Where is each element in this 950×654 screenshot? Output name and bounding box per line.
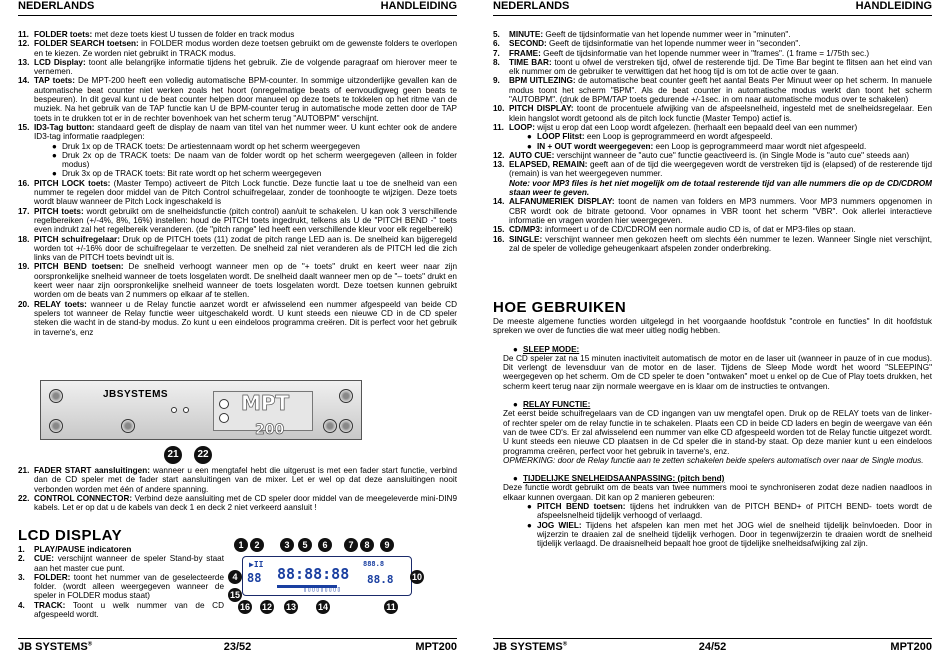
bullet-text: Druk 2x op de TRACK toets: De naam van de folder wordt op het scherm weergegeven (alleen in folder modus) xyxy=(62,150,457,170)
lcd-screen xyxy=(242,556,412,596)
item-label: ELAPSED, REMAIN: xyxy=(509,160,588,170)
item-text: De MPT-200 heeft een volledig automatische BPM-counter. In sommige uitzonderlijke gevallen kan de automatische beat counter niet werken zoals het hoort (onregelmatige beats of eenvoudigweg geen beats te bespeuren). In dit geval kunt u de beat counter helpen door manueel op deze toets te tokkelen op het ritme van de muziek. Na het gebruik van de TAP functie kan U de BPM-counter terug in automatische mode zetten door de TAP toets in te drukken tot er in de rechter bovenhoek van het scherm terug "AUTOBPM" verschijnt. xyxy=(34,76,457,123)
rack-screw xyxy=(49,389,63,403)
left-body-top xyxy=(18,30,457,337)
numbered-item xyxy=(18,554,224,573)
rack-screw xyxy=(121,419,135,433)
numbered-item xyxy=(18,207,457,235)
sleep-mode-heading: ● SLEEP MODE: xyxy=(513,344,580,354)
item-label: PITCH toets: xyxy=(34,206,84,216)
item-text: standaard geeft de display de naam van titel van het nummer weer. U kunt echter ook de andere ID3-tag informatie raadplegen: xyxy=(34,122,457,142)
item-label: CD/MP3: xyxy=(509,225,543,235)
numbered-item xyxy=(493,104,932,123)
item-number: 16. xyxy=(18,178,30,188)
item-text: Geeft de tijdsinformatie van het lopende nummer weer in "minuten". xyxy=(543,30,791,39)
numbered-item xyxy=(18,601,224,620)
item-number: 5. xyxy=(493,30,500,39)
rack-screw xyxy=(339,389,353,403)
item-label: AUTO CUE: xyxy=(509,150,555,160)
sleep-mode-text: De CD speler zat na 15 minuten inactiviteit automatisch de motor en de laser uit (wanneer in pauze of in cue modus). Dit verlengt de levensduur van de motor en de laser. Tijdens de Sleep Mode wordt het woord "SLEEPING" weergegeven op het scherm. Om de CD speler te doen "ontwaken" moet u enkel op de Cue of Play toets drukken, het scherm keert terug naar zijn normale weergave en is klaar om de instructies te ontvangen. xyxy=(503,353,932,391)
page-footer xyxy=(493,638,932,654)
callout-21: 21 xyxy=(164,446,182,464)
item-text: de automatische beat counter geeft het aantal Beats Per Minuut weer op het scherm. In manuele modus toont het scherm "BPM". Als de beat counter in automatische modus werkt dan toont het scherm "AUTOBPM". (druk de BPM/TAP toets gedurende +/-1sec. in om naar automatische modus over te schakelen) xyxy=(509,76,932,105)
item-label: TIME BAR: xyxy=(509,57,552,67)
bullet-label: LOOP Flitst: xyxy=(537,132,585,142)
bullet-item xyxy=(493,502,932,521)
item-label: LOOP: xyxy=(509,122,535,132)
item-text: verschijnt wanneer de "auto cue" functie geactiveerd is. (in Single Mode is "auto cue" steeds aan) xyxy=(554,150,910,160)
item-number: 15. xyxy=(493,225,505,235)
relay-heading: ● RELAY FUNCTIE: xyxy=(513,400,591,410)
control-connector xyxy=(219,413,229,423)
lcd-callout: 14 xyxy=(317,602,328,612)
numbered-item xyxy=(18,58,457,77)
numbered-item xyxy=(18,300,457,337)
bullet-item xyxy=(493,142,932,151)
intro-paragraph: De meeste algemene functies worden uitgelegd in het voorgaande hoofdstuk "controle en functies" In dit hoofdstuk spreken we over de functies die wat meer uitleg nodig hebben. xyxy=(493,317,932,336)
model-logo: MPT 200 xyxy=(241,391,290,438)
item-number: 7. xyxy=(493,48,500,58)
item-number: 22. xyxy=(18,493,30,503)
lcd-callout: 13 xyxy=(285,602,296,612)
lcd-time-digits: 88:88:88 xyxy=(277,565,350,583)
item-label: SINGLE: xyxy=(509,234,543,244)
page-footer xyxy=(18,638,457,654)
item-text: Druk op de PITCH toets (11) zodat de pitch range LED aan is. De snelheid kan bijgeregeld worden tot +/-16% door de schuifregelaar te verzetten. De snelheid zal niet veranderen als de PITCH led die zich links van de PITCH toets bevindt uit is. xyxy=(34,234,457,263)
numbered-item xyxy=(18,30,457,39)
numbered-item xyxy=(18,235,457,263)
lcd-callout: 10 xyxy=(411,572,422,582)
item-label: FADER START aansluitingen: xyxy=(34,466,150,475)
lcd-pitch-digits: 88.8 xyxy=(367,573,394,586)
item-number: 9. xyxy=(493,76,500,86)
lcd-alpha-display: ▯▯▯▯▯▯▯▯▯ xyxy=(303,585,341,593)
numbered-item xyxy=(18,262,457,299)
lcd-section-title: LCD DISPLAY xyxy=(18,527,123,544)
item-number: 8. xyxy=(493,57,500,67)
item-text: toont alle belangrijke informatie tijdens het gebruik. Zie de volgende paragraaf om hierover meer te vernemen. xyxy=(34,57,458,77)
item-number: 4. xyxy=(18,600,25,610)
rack-panel xyxy=(40,380,362,440)
item-number: 20. xyxy=(18,299,30,309)
lcd-callout: 9 xyxy=(380,538,394,552)
item-number: 14. xyxy=(18,76,30,86)
lcd-callout: 2 xyxy=(250,538,264,552)
item-number: 17. xyxy=(18,206,30,216)
lcd-callout: 1 xyxy=(234,538,248,552)
pitch-bend-heading: ● TIJDELIJKE SNELHEIDSAANPASSING: (pitch bend) xyxy=(513,474,725,484)
bullet-icon: ● xyxy=(52,150,57,160)
item-number: 12. xyxy=(493,150,505,160)
item-label: ALFANUMERIEK DISPLAY: xyxy=(509,197,615,207)
numbered-item xyxy=(18,39,457,58)
lcd-callout: 11 xyxy=(384,600,398,614)
numbered-item xyxy=(493,30,932,39)
lcd-callout: 15 xyxy=(229,590,240,600)
left-body-mid xyxy=(18,466,457,512)
rack-screw xyxy=(49,419,63,433)
right-body-bottom xyxy=(493,317,932,549)
numbered-item xyxy=(493,197,932,225)
numbered-item xyxy=(18,466,457,494)
item-label: RELAY toets: xyxy=(34,299,87,309)
bullet-text: Druk 3x op de TRACK toets: Bit rate wordt op het scherm weergegeven xyxy=(62,169,322,179)
bullet-item xyxy=(18,142,457,151)
lcd-items xyxy=(18,545,224,619)
item-text: met deze toets kiest U tussen de folder en track modus xyxy=(92,30,295,39)
numbered-item xyxy=(18,76,457,122)
numbered-item xyxy=(18,123,457,142)
item-label: PITCH DISPLAY: xyxy=(509,104,574,114)
item-text: wijst u erop dat een Loop wordt afgelezen. (herhaalt een bepaald deel van een nummer) xyxy=(534,122,858,132)
item-number: 13. xyxy=(493,160,505,170)
lcd-callout: 7 xyxy=(344,538,358,552)
footer-brand: JB SYSTEMS® xyxy=(18,641,93,653)
item-text: wordt gebruikt om de snelheidsfunctie (pitch control) aan/uit te schakelen. U kan ook 3 verschillende regelbereiken (+/-4%, 8%, 16%) instellen: houd de PITCH toets ingedrukt, telkens als U de "PITCH BEND -" toets even indrukt zal het regelbereik veranderen. (de "pitch range" led heeft een verschillende kleur voor elk regelbereik) xyxy=(34,206,458,235)
item-label: CUE: xyxy=(34,554,55,564)
item-number: 21. xyxy=(18,466,30,475)
bullet-item xyxy=(493,521,932,549)
bullet-icon: ● xyxy=(527,502,532,512)
item-text: toont de procentuele afwijking van de afspeelsnelheid, ingesteld met de snelheidsregelaar. Een klein hangslot wordt getoond als de pitch lock functie (Master Tempo) actief is. xyxy=(509,104,933,123)
bullet-text: Druk 1x op de TRACK toets: De artiestennaam wordt op het scherm weergegeven xyxy=(62,141,360,151)
item-number: 14. xyxy=(493,197,505,207)
right-body-top xyxy=(493,30,932,253)
lcd-callout: 16 xyxy=(239,602,250,612)
item-number: 16. xyxy=(493,234,505,244)
item-text: verschijnt wanneer de speler Stand-by staat aan het master cue punt. xyxy=(34,554,224,573)
item-text: in FOLDER modus worden deze toetsen gebruikt om de gewenste folders te overlopen en te kiezen. Ze worden niet gebruikt in TRACK modus. xyxy=(34,39,457,58)
item-number: 6. xyxy=(493,39,500,49)
item-label: ID3-Tag button: xyxy=(34,122,95,132)
numbered-item xyxy=(493,160,932,179)
lcd-illustration xyxy=(229,540,422,614)
item-text: Verbind deze aansluiting met de CD speler door middel van de meegeleverde mini-DIN9 kabels. Let er op dat u de kabels van deck 1 en deck 2 niet verkeerd aansluit ! xyxy=(34,493,457,513)
control-connector xyxy=(219,399,229,409)
item-label: TAP toets: xyxy=(34,76,75,86)
numbered-item xyxy=(493,39,932,48)
bullet-icon: ● xyxy=(52,169,57,179)
lcd-callout: 12 xyxy=(261,602,272,612)
lcd-play-indicator: ▶II xyxy=(249,560,264,569)
device-rear-panel xyxy=(40,380,362,464)
bullet-icon: ● xyxy=(527,520,532,530)
header-title: HANDLEIDING xyxy=(855,0,932,12)
relay-text: Zet eerst beide schuifregelaars van de CD ingangen van uw mengtafel open. Druk op de RELAY toets van de linker- of rechter speler om de relay functie in te schakelen. Plaats een CD in beide CD laders en begin de weergave van één van de twee CD's. Er zal afwisselend een nummer van elke CD afgespeeld worden tot de Relay functie uitgezet wordt. U kunt steeds een nieuwe CD plaatsen in de Cd speler die in stand-by staat. Op deze manier kunt u een eindeloos programma creëren, perfect voor het gebruik in taverne's, enz. xyxy=(503,409,932,456)
mp3-note: Note: voor MP3 files is het niet mogelijk om de totaal resterende tijd van alle nummers die op de CD/CDROM staan weer te geven. xyxy=(509,178,932,198)
pitch-bend-text: Deze functie wordt gebruikt om de beats van twee nummers mooi te synchroniseren zodat deze nadien naadloos in elkaar kunnen overgaan. Dit kan op 2 manieren gebeuren: xyxy=(503,483,932,502)
item-number: 1. xyxy=(18,545,25,554)
header-language: NEDERLANDS xyxy=(493,0,570,12)
page-header xyxy=(493,0,932,16)
item-number: 19. xyxy=(18,262,30,272)
item-label: CONTROL CONNECTOR: xyxy=(34,493,133,503)
item-label: PLAY/PAUSE indicatoren xyxy=(34,545,132,554)
item-label: TRACK: xyxy=(34,600,66,610)
bullet-text: tijdens het indrukken van de PITCH BEND+ of PITCH BEND- toets wordt de afspeelsnelheid tijdelijk verhoogd of verlaagd. xyxy=(537,502,932,521)
item-number: 13. xyxy=(18,57,30,67)
item-text: Toont u welk nummer van de CD afgespeeld wordt. xyxy=(34,600,224,620)
item-label: FOLDER toets: xyxy=(34,30,93,39)
lcd-track-digits: 88 xyxy=(247,571,262,585)
bullet-item xyxy=(18,151,457,170)
item-number: 2. xyxy=(18,554,25,564)
bullet-icon: ● xyxy=(52,141,57,151)
item-number: 3. xyxy=(18,572,25,582)
lcd-callout: 8 xyxy=(360,538,374,552)
rack-screw xyxy=(339,419,353,433)
item-number: 11. xyxy=(493,122,504,132)
numbered-item xyxy=(18,573,224,601)
page-right xyxy=(475,0,950,654)
item-number: 12. xyxy=(18,39,30,49)
item-label: LCD Display: xyxy=(34,57,86,67)
bullet-text: een Loop is geprogrammeerd en wordt afgespeeld. xyxy=(584,132,773,142)
item-text: wanneer u de Relay functie aanzet wordt er afwisselend een nummer afgespeeld van beide CD spelers tot wanneer de Relay functie weer uitgeschakeld wordt. U kunt steeds een nieuwe CD in de CD speler steken die wacht in de stand-by modus. Zo kunt u een eindeloos programma creëren. Dit is perfect voor het gebruik in taverne's, enz xyxy=(34,299,457,337)
item-text: toont de namen van folders en MP3 nummers. Voor MP3 nummers opgenomen in CBR wordt ook de bitrate getoond. Voor opnames in VBR toont het scherm "VBR". Ook allerlei interactieve informatie en vragen worden hier weergegeven. xyxy=(509,197,932,225)
footer-model: MPT200 xyxy=(890,641,932,653)
bullet-text: Tijdens het afspelen kan men met het JOG wiel de snelheid tijdelijk beïnvloeden. Door in wijzerzin te draaien zal de snelheid tijdelijk verhogen. Door in tegenwijzerzin te draaien wordt de snelheid tijdelijk verlaagd. De draaisnelheid bepaalt hoe groot de tijdelijke snelheidsafwijking zal zijn. xyxy=(537,520,932,549)
numbered-item xyxy=(493,76,932,104)
page-header xyxy=(18,0,457,16)
fader-start-jack xyxy=(171,407,177,413)
numbered-item xyxy=(493,235,932,254)
callout-22: 22 xyxy=(194,446,212,464)
numbered-item xyxy=(18,545,224,554)
bullet-text: een Loop is geprogrammeerd maar wordt niet afgespeeld. xyxy=(653,141,867,151)
rack-screw xyxy=(323,419,337,433)
lcd-bpm-digits: 888.8 xyxy=(363,560,385,568)
numbered-item xyxy=(18,494,457,513)
item-text: informeert u of de CD/CDROM een normale audio CD is, of dat er MP3-files op staan. xyxy=(542,225,856,235)
footer-page-number: 23/52 xyxy=(223,641,252,653)
relay-note: OPMERKING: door de Relay functie aan te zetten schakelen beide spelers automatisch over naar de Single modus. xyxy=(503,455,924,465)
lcd-callout: 6 xyxy=(318,538,332,552)
header-title: HANDLEIDING xyxy=(380,0,457,12)
bullet-icon: ● xyxy=(527,132,532,142)
lcd-callout: 4 xyxy=(228,570,242,584)
item-text: De snelheid verhoogt wanneer men op de "+ toets" drukt en keert weer naar zijn oorspronkelijke snelheid wanneer de toets losgelaten wordt. De snelheid daalt wanneer men op de "– toets" drukt en keert weer naar zijn oorspronkelijke snelheid wanneer de toets losgelaten wordt. Deze toetsen kunnen gebruikt worden om de beats van 2 nummers op elkaar af te stellen. xyxy=(34,262,457,300)
numbered-item xyxy=(493,58,932,77)
item-text: wanneer u een mengtafel hebt die uitgerust is met een fader start functie, verbind dan de CD speler met de fader start aansluitingen van de mixer. Let er wel op dat deze aansluitingen nooit verbonden worden met één of andere spanning. xyxy=(34,466,457,494)
footer-model: MPT200 xyxy=(415,641,457,653)
bullet-label: JOG WIEL: xyxy=(537,520,582,530)
item-label: SECOND: xyxy=(509,39,547,49)
item-label: MINUTE: xyxy=(509,30,544,39)
item-label: PITCH schuifregelaar: xyxy=(34,234,120,244)
item-number: 15. xyxy=(18,122,30,132)
numbered-item xyxy=(18,179,457,207)
bullet-icon: ● xyxy=(527,141,532,151)
bullet-label: PITCH BEND toetsen: xyxy=(537,502,626,512)
item-label: FRAME: xyxy=(509,48,541,58)
numbered-item xyxy=(493,151,932,160)
footer-brand: JB SYSTEMS® xyxy=(493,641,568,653)
fader-start-jack xyxy=(183,407,189,413)
item-number: 18. xyxy=(18,234,30,244)
numbered-item xyxy=(493,123,932,132)
bullet-item xyxy=(18,169,457,178)
item-label: FOLDER: xyxy=(34,572,71,582)
numbered-item xyxy=(493,49,932,58)
lcd-callout: 3 xyxy=(280,538,294,552)
header-language: NEDERLANDS xyxy=(18,0,95,12)
section-title: HOE GEBRUIKEN xyxy=(493,299,627,316)
lcd-callout: 5 xyxy=(298,538,312,552)
item-text: Geeft de tijdsinformatie van het lopende nummer weer in "seconden". xyxy=(546,39,801,49)
item-label: PITCH BEND toetsen: xyxy=(34,262,124,272)
item-text: geeft aan of de tijd die weergegeven wordt de verstreken tijd is (elapsed) of de resterende tijd (remain) is van het weergegeven nummer. xyxy=(509,160,932,179)
numbered-item xyxy=(493,225,932,234)
item-label: FOLDER SEARCH toetsen: xyxy=(34,39,139,49)
bullet-label: IN + OUT wordt weergegeven: xyxy=(537,141,654,151)
item-number: 10. xyxy=(493,104,505,114)
item-text: toont u ofwel de verstreken tijd, ofwel de resterende tijd. De Time Bar begint te flitsen aan het eind van elk nummer om de gebruiker te verwittigen dat het hoog tijd is om tot de actie over te gaan. xyxy=(509,57,933,77)
brand-logo: JBSYSTEMS xyxy=(103,389,169,400)
item-label: BPM UITLEZING: xyxy=(509,76,576,86)
item-text: (Master Tempo) activeert de Pitch Lock functie. Deze functie laat u toe de snelheid van een nummer te regelen door middel van de Pitch Control schuifregelaar, zonder de toonhoogte te wijzigen. Deze toets wordt blauw wanneer de Pitch Lock ingeschakeld is xyxy=(34,178,457,207)
bullet-item xyxy=(493,132,932,141)
item-number: 11. xyxy=(18,30,29,39)
item-text: Geeft de tijdsinformatie van het lopende nummer weer in "frames". (1 frame = 1/75th sec.) xyxy=(540,48,870,58)
footer-page-number: 24/52 xyxy=(698,641,727,653)
item-text: verschijnt wanneer men gekozen heeft om slechts één nummer te lezen. Wanneer Single niet verschijnt, zal de speler de volledige geheugenkaart afspelen zonder onderbreking. xyxy=(509,234,932,253)
item-label: PITCH LOCK toets: xyxy=(34,178,111,188)
item-text: toont het nummer van de geselecteerde folder. (wordt alleen weergegeven wanneer de speler in FOLDER modus staat) xyxy=(34,572,224,601)
